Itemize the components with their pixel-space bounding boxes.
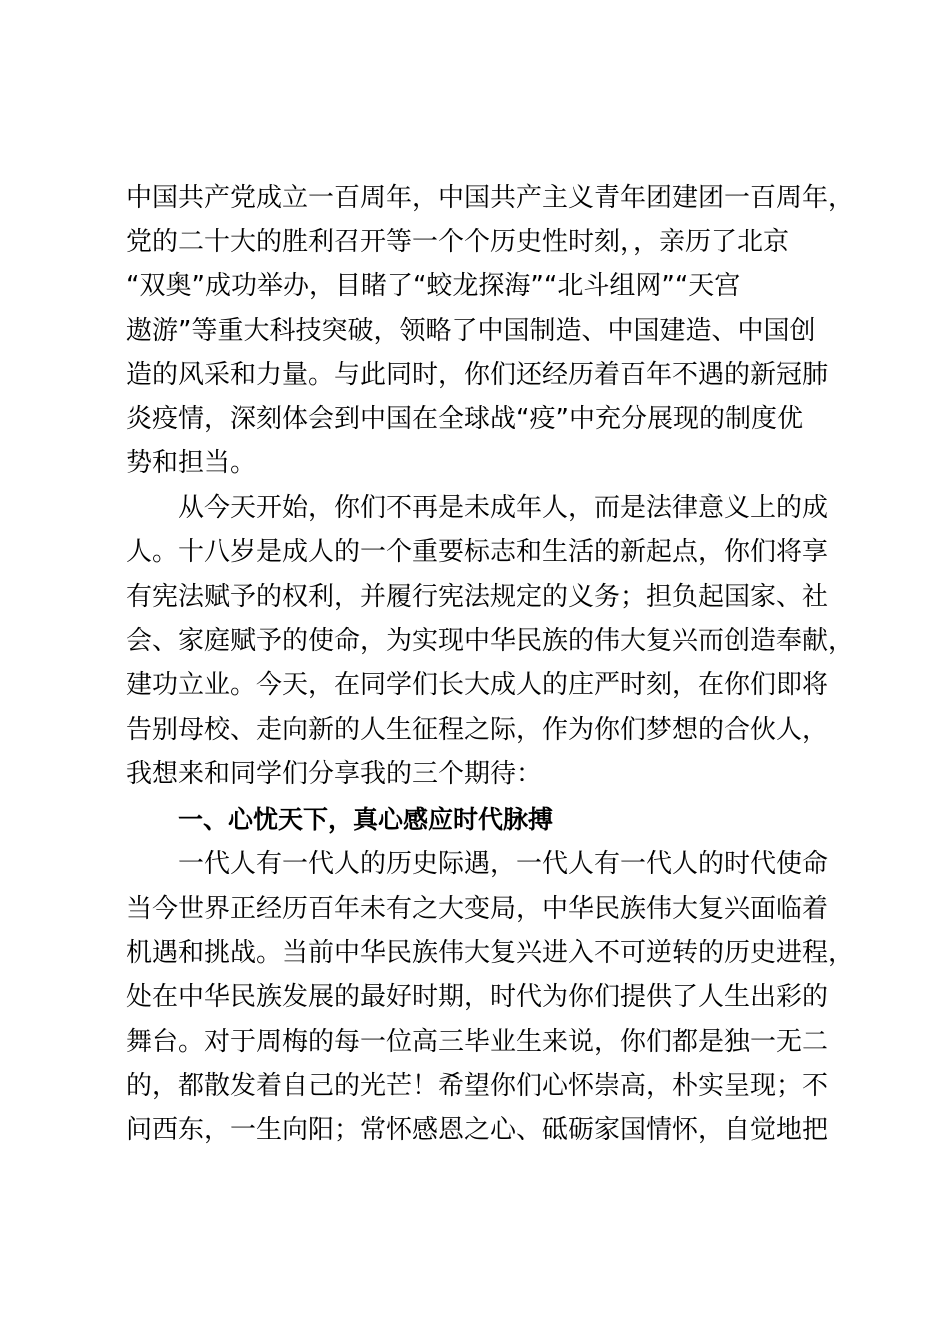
paragraph-line: 问西东，一生向阳；常怀感恩之心、砥砺家国情怀，自觉地把 xyxy=(126,1115,829,1145)
paragraph-line: 造的风采和力量。与此同时，你们还经历着百年不遇的新冠肺 xyxy=(126,360,829,390)
paragraph-line: 机遇和挑战。当前中华民族伟大复兴进入不可逆转的历史进程， xyxy=(126,938,855,968)
paragraph-first-line: 一代人有一代人的历史际遇，一代人有一代人的时代使命 xyxy=(178,849,829,879)
paragraph-line: 我想来和同学们分享我的三个期待： xyxy=(126,759,543,789)
paragraph-line: 当今世界正经历百年未有之大变局，中华民族伟大复兴面临着 xyxy=(126,894,829,924)
paragraph-line: 有宪法赋予的权利，并履行宪法规定的义务；担负起国家、社 xyxy=(126,582,829,612)
paragraph-line: 人。十八岁是成人的一个重要标志和生活的新起点，你们将享 xyxy=(126,537,829,567)
paragraph-line: 炎疫情，深刻体会到中国在全球战“疫”中充分展现的制度优 xyxy=(126,404,803,434)
paragraph-line: 的，都散发着自己的光芒！希望你们心怀崇高，朴实呈现；不 xyxy=(126,1071,829,1101)
paragraph-line: 中国共产党成立一百周年，中国共产主义青年团建团一百周年， xyxy=(126,183,855,213)
paragraph-line: 建功立业。今天，在同学们长大成人的庄严时刻，在你们即将 xyxy=(126,670,829,700)
paragraph-line: 遨游”等重大科技突破，领略了中国制造、中国建造、中国创 xyxy=(126,316,816,346)
paragraph-line: 处在中华民族发展的最好时期，时代为你们提供了人生出彩的 xyxy=(126,982,829,1012)
paragraph-line: 势和担当。 xyxy=(126,448,257,478)
paragraph-line: 党的二十大的胜利召开等一个个历史性时刻，，亲历了北京 xyxy=(126,227,790,257)
paragraph-line: 会、家庭赋予的使命，为实现中华民族的伟大复兴而创造奉献， xyxy=(126,626,855,656)
paragraph-first-line: 从今天开始，你们不再是未成年人，而是法律意义上的成 xyxy=(178,493,829,523)
paragraph-line: 告别母校、走向新的人生征程之际，作为你们梦想的合伙人， xyxy=(126,715,829,745)
paragraph-line: “双奥”成功举办，目睹了“蛟龙探海”“北斗组网”“天宫 xyxy=(126,271,741,301)
paragraph-line: 舞台。对于周梅的每一位高三毕业生来说，你们都是独一无二 xyxy=(126,1027,829,1057)
section-heading: 一、心忧天下，真心感应时代脉搏 xyxy=(178,805,554,834)
